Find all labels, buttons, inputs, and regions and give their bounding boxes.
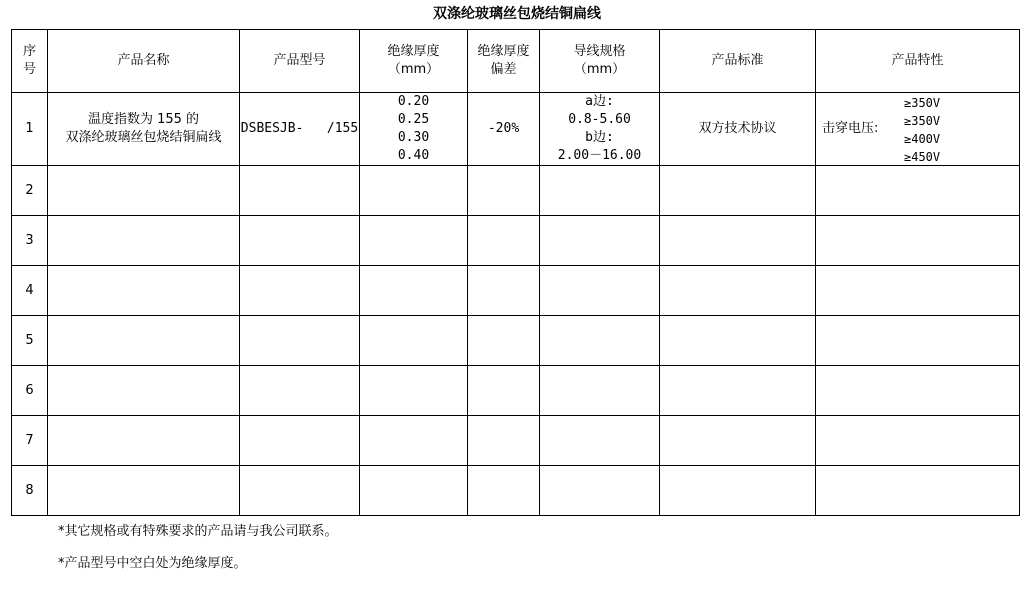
conductor-line: 2.00－16.00 [557,148,642,163]
cell-seq: 2 [12,166,48,216]
cell-seq: 1 [12,93,48,166]
cell-seq: 6 [12,366,48,416]
header-thickness [360,30,468,93]
cell-seq: 5 [12,316,48,366]
header-conductor-line1: 导线规格 [573,44,626,59]
header-model: 产品型号 [240,30,360,93]
table-row [12,366,1020,416]
header-thickness-line2: （mm） [387,62,440,77]
feature-value: ≥350V [904,113,941,128]
header-feature: 产品特性 [816,30,1020,93]
cell-seq: 7 [12,416,48,466]
table-row [12,416,1020,466]
header-seq-line2: 号 [22,62,36,77]
conductor-line: 0.8-5.60 [568,112,631,127]
feature-value: ≥450V [904,149,941,164]
cell-deviation: -20% [468,93,540,166]
table-row [12,466,1020,516]
header-deviation-line2: 偏差 [490,62,517,77]
header-thickness-line1: 绝缘厚度 [387,44,440,59]
document-title: 双涤纶玻璃丝包烧结铜扁线 [433,6,601,22]
footnote: *产品型号中空白处为绝缘厚度。 [58,556,247,571]
header-standard: 产品标准 [660,30,816,93]
feature-value: ≥350V [904,95,941,110]
header-conductor-line2: （mm） [573,62,626,77]
feature-label: 击穿电压: [822,120,879,136]
header-deviation-line1: 绝缘厚度 [477,44,530,59]
thickness-value: 0.20 [397,94,430,109]
table-row [12,216,1020,266]
cell-standard: 双方技术协议 [660,93,816,166]
feature-value: ≥400V [904,131,941,146]
header-conductor [540,30,660,93]
table-row [12,93,1020,166]
cell-seq: 8 [12,466,48,516]
header-name: 产品名称 [48,30,240,93]
cell-name-line2: 双涤纶玻璃丝包烧结铜扁线 [65,130,222,145]
cell-thickness [360,93,468,166]
header-seq-line1: 序 [22,44,36,59]
spec-table [11,29,1020,516]
feature-values [904,94,940,166]
table-row [12,316,1020,366]
cell-name-line1: 温度指数为 155 的 [87,112,200,127]
thickness-value: 0.40 [397,148,430,163]
header-seq [12,30,48,93]
cell-feature [816,93,1020,166]
table-row [12,166,1020,216]
thickness-value: 0.25 [397,112,430,127]
header-row [12,30,1020,93]
cell-name [48,93,240,166]
table-row [12,266,1020,316]
cell-seq: 3 [12,216,48,266]
footnote: *其它规格或有特殊要求的产品请与我公司联系。 [58,524,338,539]
header-deviation [468,30,540,93]
conductor-line: a边: [585,94,614,109]
cell-seq: 4 [12,266,48,316]
cell-conductor [540,93,660,166]
thickness-value: 0.30 [397,130,430,145]
cell-model: DSBESJB- /155 [240,93,360,166]
conductor-line: b边: [585,130,614,145]
